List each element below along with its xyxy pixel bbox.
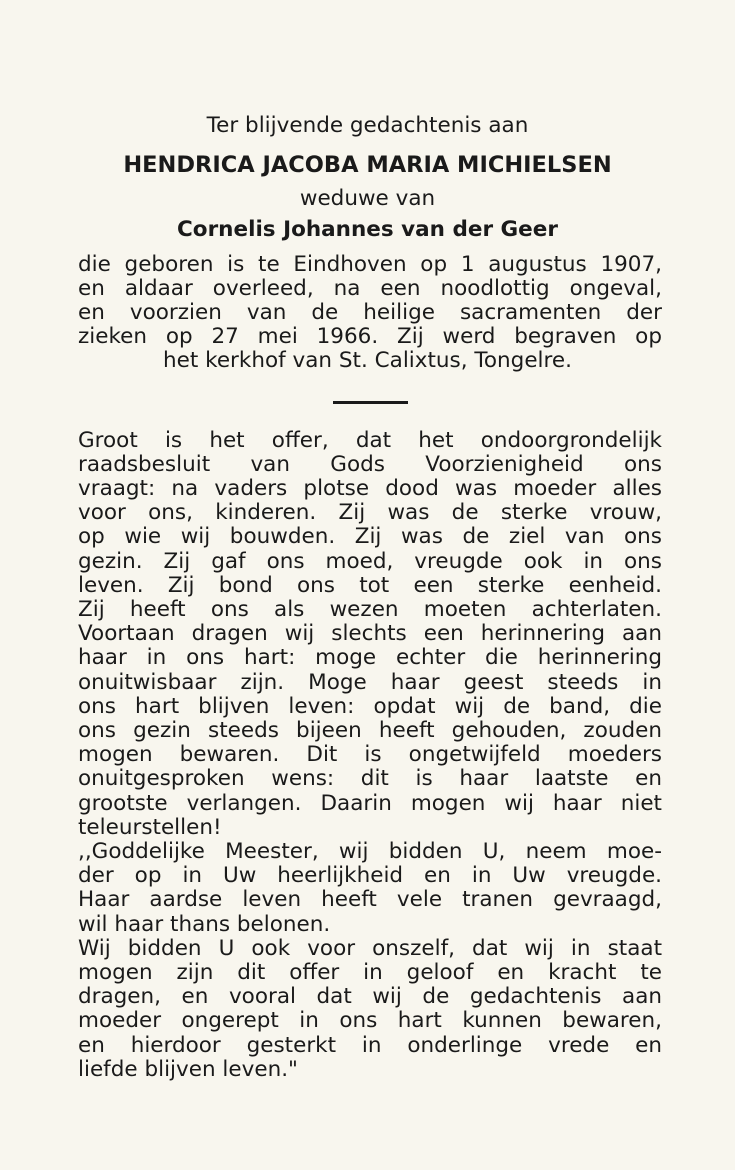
text-line: op wie wij bouwden. Zij was de ziel van ons bbox=[78, 524, 662, 549]
text-line: Groot is het offer, dat het ondoorgrondelijk bbox=[78, 428, 662, 453]
biography-line: die geboren is te Eindhoven op 1 augustus 1907, bbox=[78, 252, 662, 277]
text-line: voor ons, kinderen. Zij was de sterke vrouw, bbox=[78, 500, 662, 525]
text-line: vraagt: na vaders plotse dood was moeder alles bbox=[78, 476, 662, 501]
text-line: leven. Zij bond ons tot een sterke eenheid. bbox=[78, 573, 662, 598]
intro-line: Ter blijvende gedachtenis aan bbox=[206, 113, 529, 138]
text-line: en hierdoor gesterkt in onderlinge vrede en bbox=[78, 1033, 662, 1058]
widow-of-line: weduwe van bbox=[299, 186, 436, 211]
deceased-name: HENDRICA JACOBA MARIA MICHIELSEN bbox=[123, 152, 612, 178]
divider bbox=[333, 401, 408, 404]
text-line: Wij bidden U ook voor onszelf, dat wij in staat bbox=[78, 936, 662, 961]
biography-line: en voorzien van de heilige sacramenten der bbox=[78, 300, 662, 325]
text-line: mogen zijn dit offer in geloof en kracht te bbox=[78, 960, 662, 985]
text-line: liefde blijven leven." bbox=[78, 1057, 298, 1082]
text-line: moeder ongerept in ons hart kunnen bewaren, bbox=[78, 1008, 662, 1033]
spouse-name: Cornelis Johannes van der Geer bbox=[177, 217, 558, 242]
text-line: gezin. Zij gaf ons moed, vreugde ook in ons bbox=[78, 549, 662, 574]
text-line: onuitwisbaar zijn. Moge haar geest steeds in bbox=[78, 670, 662, 695]
text-line: Haar aardse leven heeft vele tranen gevraagd, bbox=[78, 887, 662, 912]
text-line: haar in ons hart: moge echter die herinnering bbox=[78, 645, 662, 670]
text-line: wil haar thans belonen. bbox=[78, 912, 331, 937]
biography-line: het kerkhof van St. Calixtus, Tongelre. bbox=[163, 348, 572, 373]
text-line: teleurstellen! bbox=[78, 815, 222, 840]
text-line: ,,Goddelijke Meester, wij bidden U, neem moe- bbox=[78, 839, 662, 864]
text-line: mogen bewaren. Dit is ongetwijfeld moeders bbox=[78, 742, 662, 767]
text-line: grootste verlangen. Daarin mogen wij haar niet bbox=[78, 791, 662, 816]
biography-line: en aldaar overleed, na een noodlottig ongeval, bbox=[78, 276, 662, 301]
text-line: ons gezin steeds bijeen heeft gehouden, zouden bbox=[78, 718, 662, 743]
biography-line: zieken op 27 mei 1966. Zij werd begraven op bbox=[78, 324, 662, 349]
text-line: onuitgesproken wens: dit is haar laatste en bbox=[78, 766, 662, 791]
text-line: Zij heeft ons als wezen moeten achterlaten. bbox=[78, 597, 662, 622]
text-line: ons hart blijven leven: opdat wij de band, die bbox=[78, 694, 662, 719]
text-line: der op in Uw heerlijkheid en in Uw vreugde. bbox=[78, 863, 662, 888]
text-line: raadsbesluit van Gods Voorzienigheid ons bbox=[78, 452, 662, 477]
text-line: dragen, en vooral dat wij de gedachtenis aan bbox=[78, 984, 662, 1009]
text-line: Voortaan dragen wij slechts een herinnering aan bbox=[78, 621, 662, 646]
